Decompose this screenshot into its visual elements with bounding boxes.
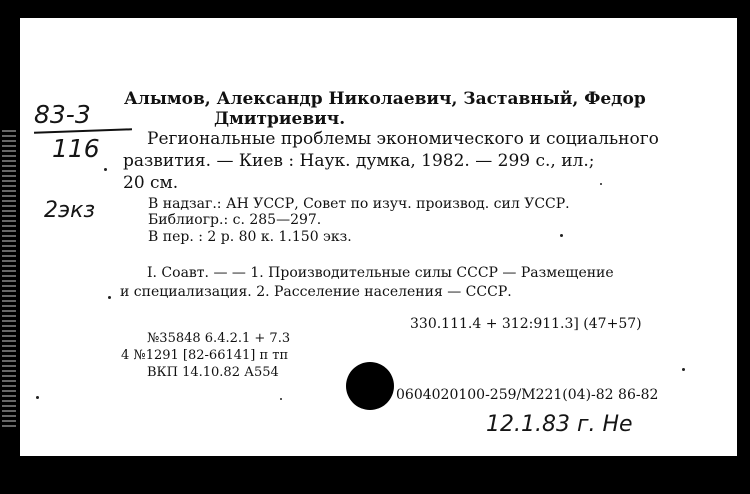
title-line-2: развития. — Киев : Наук. думка, 1982. — 299 с., ил.; bbox=[123, 151, 595, 171]
scan-speck bbox=[560, 234, 563, 237]
note-line-2: Библиогр.: с. 285—297. bbox=[148, 212, 322, 228]
note-line-1: В надзаг.: АН УССР, Совет по изуч. производ. сил УССР. bbox=[148, 196, 570, 212]
punch-hole bbox=[346, 362, 394, 410]
copies-handwritten-mark: 2экз bbox=[44, 198, 96, 223]
scan-edge-artifact bbox=[2, 130, 16, 430]
call-number-bottom: 116 bbox=[52, 134, 100, 163]
title-line-1: Региональные проблемы экономического и социального bbox=[147, 129, 659, 149]
scan-speck bbox=[600, 183, 602, 185]
scan-speck bbox=[280, 398, 282, 400]
catalog-code: 0604020100-259/М221(04)-82 86-82 bbox=[396, 387, 659, 403]
subject-line-2: и специализация. 2. Расселение населения — СССР. bbox=[120, 284, 512, 300]
stats-line-2: 4 №1291 [82-66141] п тп bbox=[121, 348, 289, 363]
handwritten-date-note: 12.1.83 г. Не bbox=[486, 412, 633, 437]
catalog-card bbox=[20, 18, 737, 456]
subject-line-1: I. Соавт. — — 1. Производительные силы СССР — Размещение bbox=[147, 265, 614, 281]
classification-index: 330.111.4 + 312:911.3] (47+57) bbox=[410, 316, 642, 332]
note-line-3: В пер. : 2 р. 80 к. 1.150 экз. bbox=[148, 229, 352, 245]
scan-speck bbox=[36, 396, 39, 399]
stats-line-1: №35848 6.4.2.1 + 7.3 bbox=[147, 331, 291, 346]
authors-line-2: Дмитриевич. bbox=[214, 109, 346, 129]
stats-line-3: ВКП 14.10.82 А554 bbox=[147, 365, 279, 380]
call-number-top: 83-3 bbox=[34, 100, 91, 129]
authors-line-1: Алымов, Александр Николаевич, Заставный, Федор bbox=[124, 89, 646, 109]
scan-speck bbox=[104, 168, 107, 171]
scan-speck bbox=[682, 368, 685, 371]
call-number-divider bbox=[34, 128, 132, 133]
title-line-3: 20 см. bbox=[123, 173, 179, 193]
scan-speck bbox=[108, 296, 111, 299]
